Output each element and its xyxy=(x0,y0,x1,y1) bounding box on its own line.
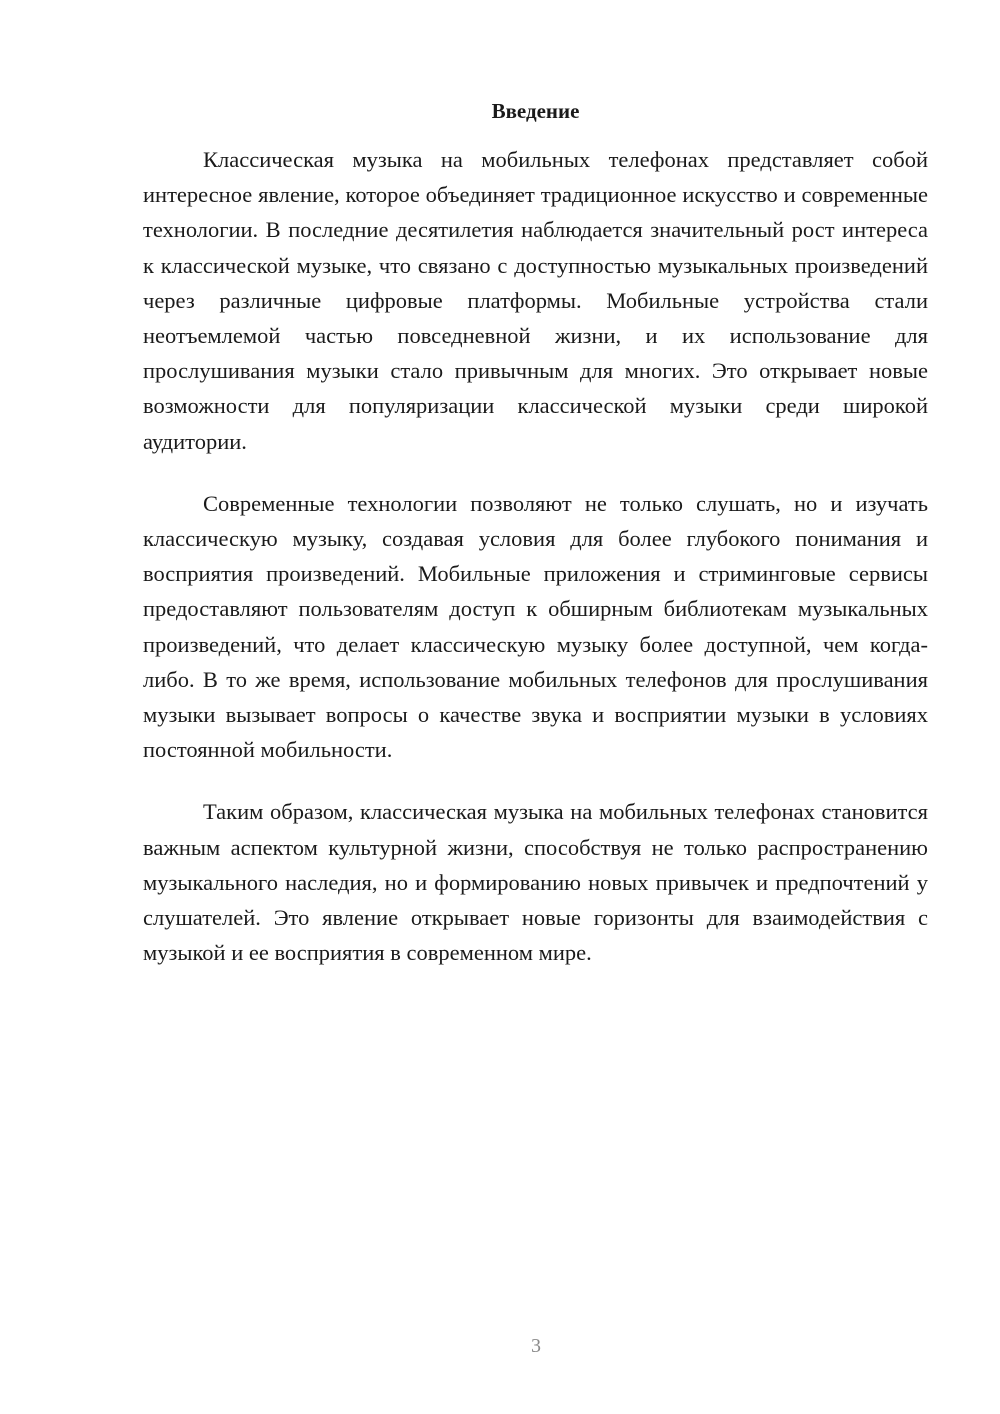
page-number: 3 xyxy=(531,1335,541,1357)
paragraph-1: Классическая музыка на мобильных телефонах представляет собой интересное явление, которое объединяет традиционное искусство и современные технологии. В последние десятилетия наблюдается значительный рост интереса к классической музыке, что связано с доступностью музыкальных произведений через различные цифровые платформы. Мобильные устройства стали неотъемлемой частью повседневной жизни, и их использование для прослушивания музыки стало привычным для многих. Это открывает новые возможности для популяризации классической музыки среди широкой аудитории. xyxy=(143,147,928,454)
section-title: Введение xyxy=(491,99,580,123)
body-text xyxy=(143,142,928,997)
paragraph-3: Таким образом, классическая музыка на мобильных телефонах становится важным аспектом культурной жизни, способствуя не только распространению музыкального наследия, но и формированию новых привычек и предпочтений у слушателей. Это явление открывает новые горизонты для взаимодействия с музыкой и ее восприятия в современном мире. xyxy=(143,799,928,966)
paragraph-2: Современные технологии позволяют не только слушать, но и изучать классическую музыку, создавая условия для более глубокого понимания и восприятия произведений. Мобильные приложения и стриминговые сервисы предоставляют пользователям доступ к обширным библиотекам музыкальных произведений, что делает классическую музыку более доступной, чем когда-либо. В то же время, использование мобильных телефонов для прослушивания музыки вызывает вопросы о качестве звука и восприятии музыки в условиях постоянной мобильности. xyxy=(143,490,928,763)
